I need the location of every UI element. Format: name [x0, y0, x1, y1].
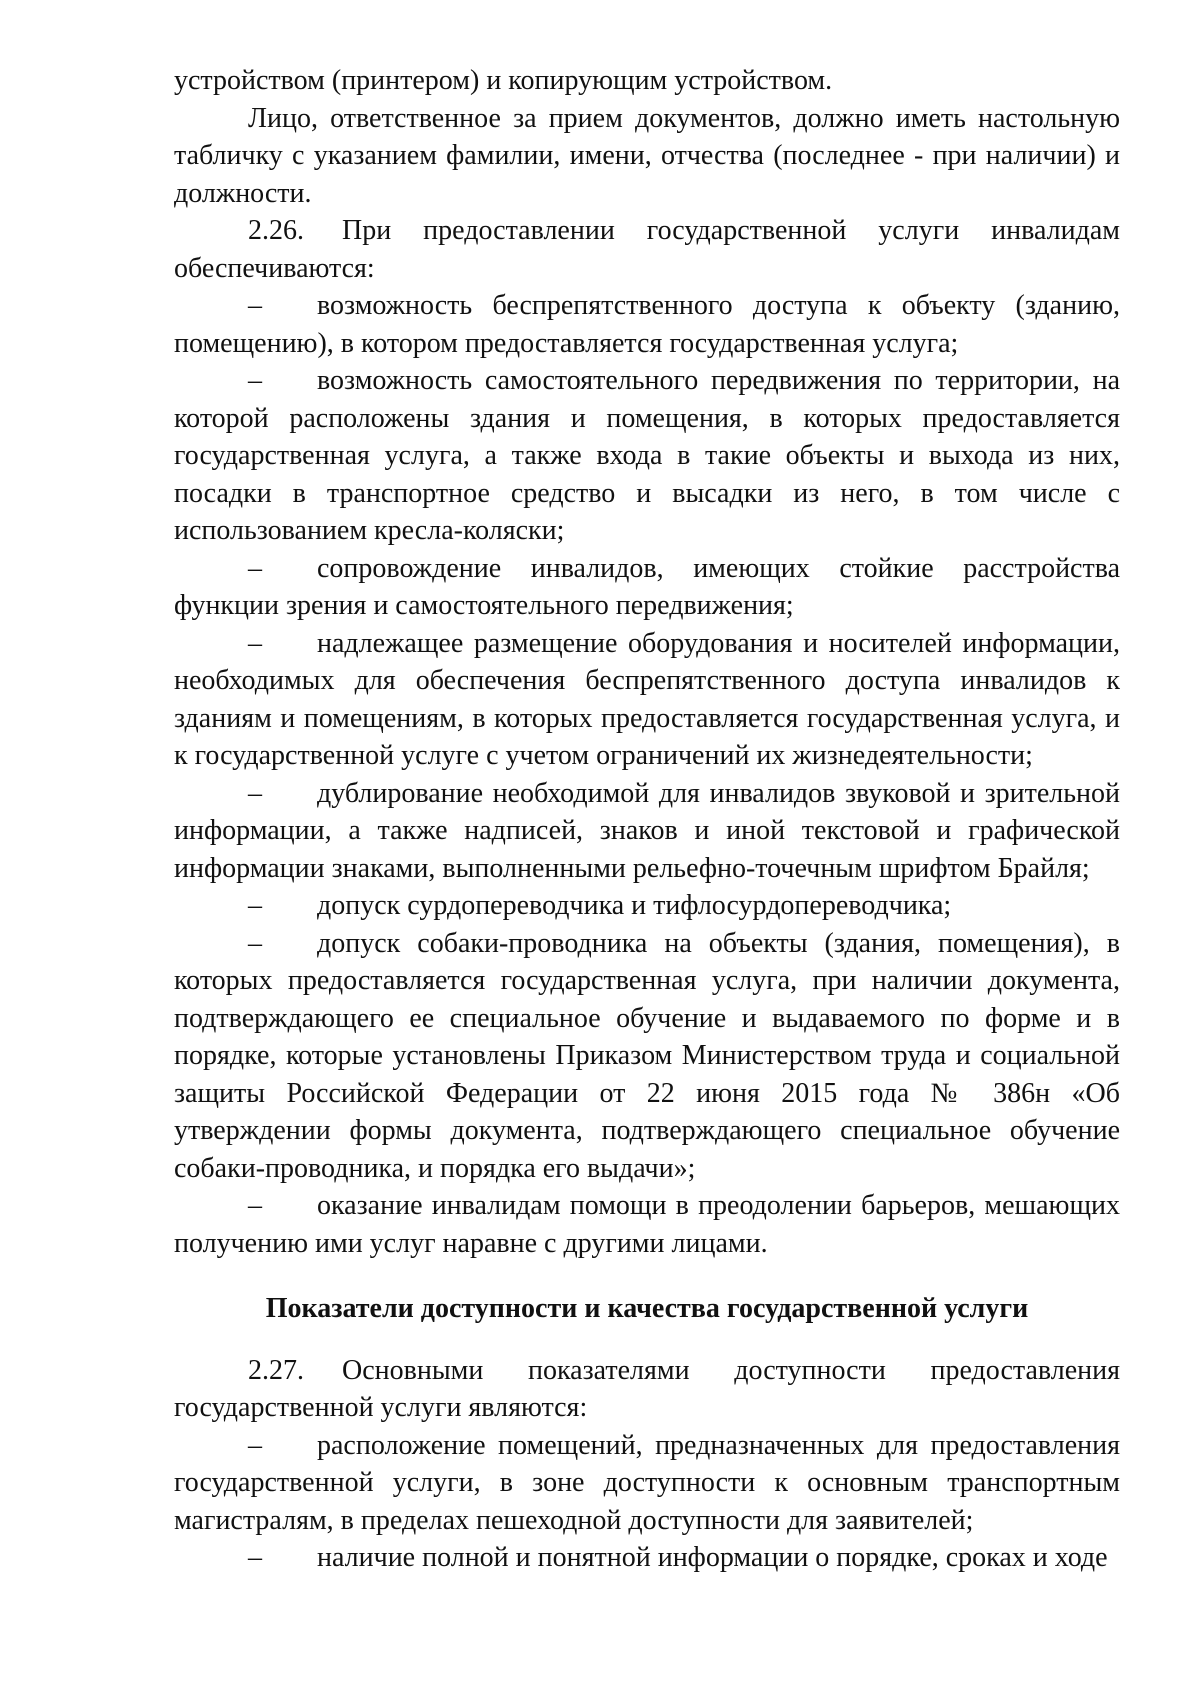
dash-marker: – — [248, 927, 262, 959]
dash-marker: – — [248, 777, 262, 809]
dash-marker: – — [248, 1542, 262, 1573]
list-item — [174, 550, 1120, 625]
section-2-26 — [174, 212, 1120, 287]
list-item-text: допуск сурдопереводчика и тифлосурдопереводчика; — [317, 890, 952, 921]
list-item — [174, 1539, 1120, 1577]
dash-marker: – — [248, 1429, 262, 1461]
section-2-26-number: 2.26. — [248, 215, 304, 246]
list-item-text: дублирование необходимой для инвалидов звуковой и зрительной информации, а также надписей, знаков и иной текстовой и графической информации знаками, выполненными рельефно-точечным шрифтом Брайля; — [174, 777, 1120, 884]
list-item — [174, 925, 1120, 1188]
list-item-text: допуск собаки-проводника на объекты (здания, помещения), в которых предоставляется государственная услуга, при наличии документа, подтверждающего ее специальное обучение и выдаваемого по форме и в порядке, которые установлены Приказом Министерством труда и социальной защиты Российской Федерации от 22 июня 2015 года № 386н «Об утверждении формы документа, подтверждающего специальное обучение собаки-проводника, и порядка его выдачи»; — [174, 927, 1120, 1184]
list-item-text: расположение помещений, предназначенных для предоставления государственной услуги, в зоне доступности к основным транспортным магистралям, в пределах пешеходной доступности для заявителей; — [174, 1429, 1120, 1536]
list-item-text: наличие полной и понятной информации о порядке, сроках и ходе — [317, 1542, 1108, 1573]
list-item — [174, 1427, 1120, 1540]
list-item-text: надлежащее размещение оборудования и носителей информации, необходимых для обеспечения беспрепятственного доступа инвалидов к зданиям и помещениям, в которых предоставляется государственная услуга, и к государственной услуге с учетом ограничений их жизнедеятельности; — [174, 627, 1120, 771]
dash-marker: – — [248, 1190, 262, 1221]
dash-marker: – — [248, 290, 262, 321]
list-item-text: возможность беспрепятственного доступа к объекту (зданию, помещению), в котором предоставляется государственная услуга; — [174, 290, 1120, 359]
list-item-text: оказание инвалидам помощи в преодолении барьеров, мешающих получению ими услуг наравне с другими лицами. — [174, 1190, 1120, 1259]
section-2-26-text: При предоставлении государственной услуги инвалидам обеспечиваются: — [174, 215, 1120, 284]
intro-line: устройством (принтером) и копирующим устройством. — [174, 65, 833, 96]
list-item-text: сопровождение инвалидов, имеющих стойкие расстройства функции зрения и самостоятельного передвижения; — [174, 552, 1120, 621]
list-item-text: возможность самостоятельного передвижения по территории, на которой расположены здания и помещения, в которых предоставляется государственная услуга, а также входа в такие объекты и выхода из них, посадки в транспортное средство и высадки из него, в том числе с использованием кресла-коляски; — [174, 365, 1120, 546]
section-heading: Показатели доступности и качества государственной услуги — [265, 1293, 1029, 1324]
section-2-27-text: Основными показателями доступности предоставления государственной услуги являются: — [174, 1354, 1120, 1423]
document-page — [174, 62, 1120, 1577]
section-2-27-number: 2.27. — [248, 1354, 304, 1386]
list-item — [174, 1187, 1120, 1262]
list-item — [174, 775, 1120, 888]
list-item — [174, 362, 1120, 550]
dash-marker: – — [248, 552, 262, 584]
dash-marker: – — [248, 365, 262, 396]
list-item — [174, 287, 1120, 362]
list-item — [174, 887, 1120, 925]
dash-marker: – — [248, 890, 262, 921]
section-2-27 — [174, 1352, 1120, 1427]
responsible-person-paragraph: Лицо, ответственное за прием документов, должно иметь настольную табличку с указанием фамилии, имени, отчества (последнее - при наличии) и должности. — [174, 102, 1120, 209]
dash-marker: – — [248, 627, 262, 659]
list-item — [174, 625, 1120, 775]
